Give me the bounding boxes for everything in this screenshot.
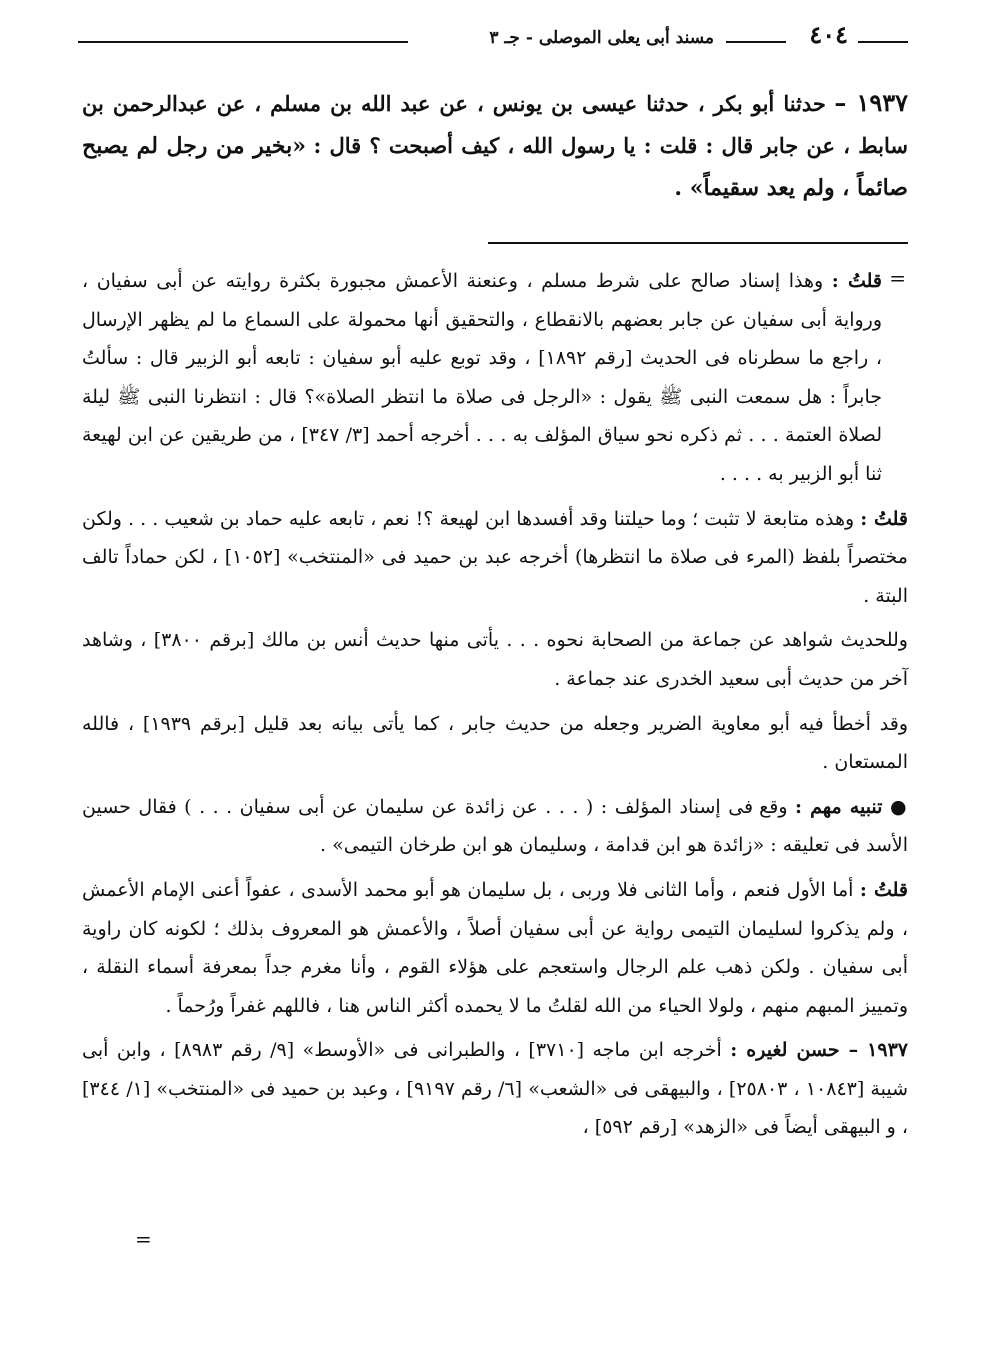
page-number: ٤٠٤ [809,20,848,49]
page-header [78,18,908,62]
header-rule [858,41,908,43]
continuation-mark: = [889,266,906,290]
note-label: تنبيه مهم : [795,795,883,818]
note-label: قلتُ : [831,270,882,292]
note-label: قلتُ : [859,878,908,901]
hadith-isnad: حدثنا أبو بكر ، حدثنا عيسى بن يونس ، عن عبد الله بن مسلم ، عن عبدالرحمن بن سابط ، عن جابر قال : قلت : يا رسول الله ، كيف أصبحت ؟ قال : [82,91,908,158]
note-paragraph [82,621,908,698]
continuation-mark: = [135,1227,152,1251]
footnotes [82,262,908,1153]
hadith-number: ١٩٣٧ – [834,88,908,117]
note-text: وهذه متابعة لا تثبت ؛ وما حيلتنا وقد أفسدها ابن لهيعة ؟! نعم ، تابعه عليه حماد بن شعيب . . . ولكن مختصراً بلفظ (المرء فى صلاة ما انتظرها) أخرجه عبد بن حميد فى «المنتخب» [١٠٥٢] ، لكن حماداً تالف البتة . [82,507,908,607]
note-paragraph [82,262,908,494]
note-paragraph [82,1031,908,1147]
footnote-separator [488,242,908,244]
hadith-text [82,82,908,209]
hadith-matn: «بخير من رجل لم يصبح صائماً ، ولم يعد سقيماً» . [82,133,908,201]
note-paragraph [82,788,908,865]
bullet-icon: ● [889,795,909,818]
note-text: وقد أخطأ فيه أبو معاوية الضرير وجعله من حديث جابر ، كما يأتى بيانه بعد قليل [برقم ١٩٣٩] ، فالله المستعان . [82,712,908,774]
header-rule [726,41,786,43]
note-text: وهذا إسناد صالح على شرط مسلم ، وعنعنة الأعمش مجبورة بكثرة روايته عن أبى سفيان ، ورواية أبى سفيان عن جابر بعضهم بالانقطاع ، والتحقيق أنها محمولة على السماع ما لم يظهر الإرسال ، راجع ما سطرناه فى الحديث [رقم ١٨٩٢] ، وقد توبع عليه أبو سفيان : تابعه أبو الزبير قال : سألتُ جابراً : هل سمعت النبى ﷺ يقول : «الرجل فى صلاة ما انتظر الصلاة»؟ قال : انتظرنا النبى ﷺ ليلة لصلاة العتمة . . . ثم ذكره نحو سياق المؤلف به . . . أخرجه أحمد [٣/ ٣٤٧] ، من طريقين عن ابن لهيعة ثنا أبو الزبير به . . . . [82,270,882,485]
note-label: قلتُ : [860,507,908,530]
note-paragraph [82,500,908,616]
note-text: أخرجه ابن ماجه [٣٧١٠] ، والطبرانى فى «الأوسط» [٩/ رقم ٨٩٨٣] ، وابن أبى شيبة [١٠٨٤٣ ، ٢٥٨٠٣] ، والبيهقى فى «الشعب» [٦/ رقم ٩١٩٧] ، وعبد بن حميد فى «المنتخب» [١/ ٣٤٤] ، و البيهقى أيضاً فى «الزهد» [رقم ٥٩٢] ، [82,1039,909,1139]
note-label: ١٩٣٧ – حسن لغيره : [730,1039,908,1062]
note-text: أما الأول فنعم ، وأما الثانى فلا وربى ، بل سليمان هو أبو محمد الأسدى ، عفواً أعنى الإمام الأعمش ، ولم يذكروا لسليمان التيمى رواية عن أبى سفيان أصلاً ، والأعمش هو المعروف بذلك ؛ لكونه كان راوية أبى سفيان . ولكن ذهب علم الرجال واستعجم على هؤلاء القوم ، وأنا مغرم جداً بمعرفة أسماء النقلة ، وتمييز المبهم منهم ، ولولا الحياء من الله لقلتُ ما لا يحمده أكثر الناس هنا ، فاللهم غفراً ورُحماً . [82,878,908,1017]
header-rule [78,41,408,43]
note-text: وللحديث شواهد عن جماعة من الصحابة نحوه . . . يأتى منها حديث أنس بن مالك [برقم ٣٨٠٠] ، وشاهد آخر من حديث أبى سعيد الخدرى عند جماعة . [82,629,908,690]
note-paragraph [82,705,908,782]
note-paragraph [82,871,908,1025]
running-title: مسند أبى يعلى الموصلى - جـ ٣ [489,28,714,48]
note-text: وقع فى إسناد المؤلف : ( . . . عن زائدة عن سليمان عن أبى سفيان . . . ) فقال حسين الأسد فى تعليقه : «زائدة هو ابن قدامة ، وسليمان هو ابن طرخان التيمى» . [82,795,908,857]
